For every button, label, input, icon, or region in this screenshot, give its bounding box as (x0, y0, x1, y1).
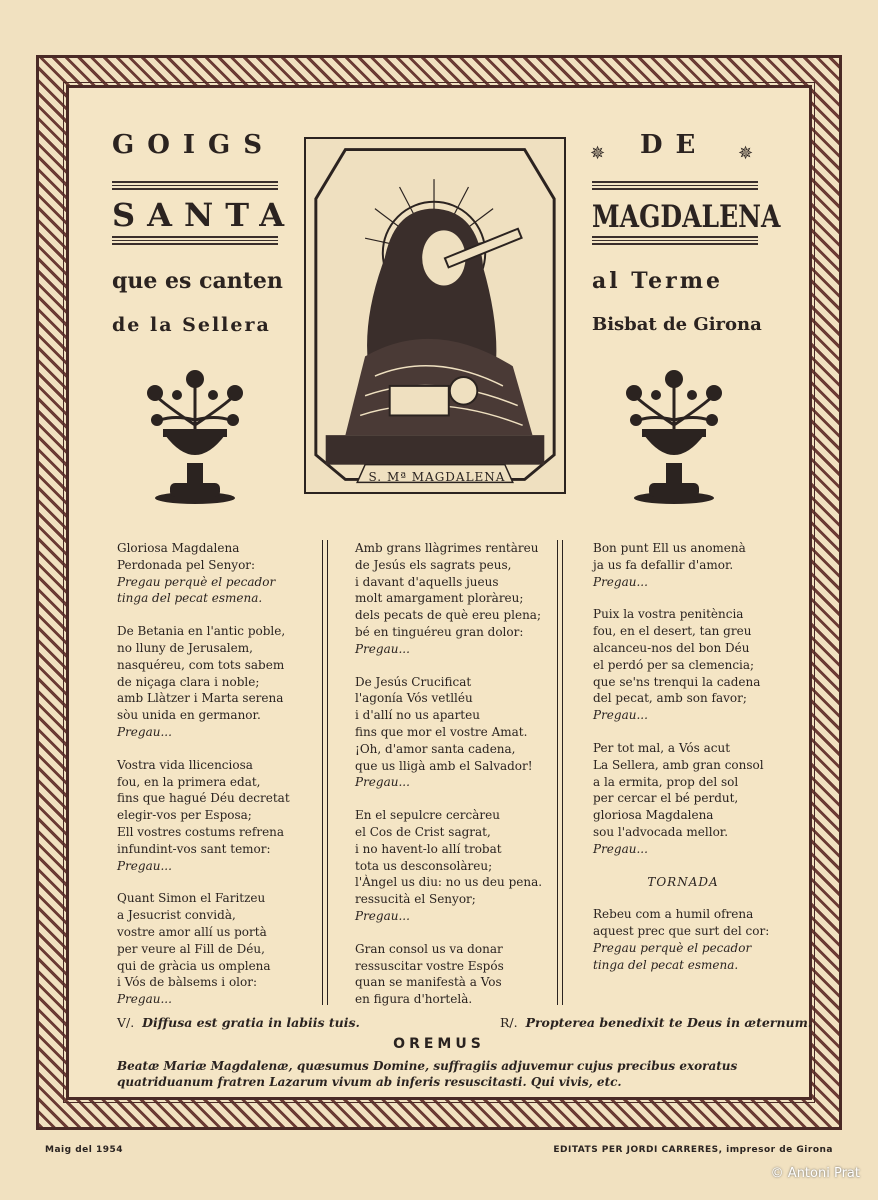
verse-column-3 (593, 540, 773, 974)
verse-line: de niçaga clara i noble; (117, 674, 260, 689)
response-mark: R/. (500, 1015, 518, 1030)
verse-line: Pregau... (355, 641, 410, 656)
response-text: Propterea benedixit te Deus in æternum. (525, 1015, 813, 1030)
verse-line: fins que hagué Déu decretat (117, 791, 290, 806)
verse-line: En el sepulcre cercàreu (355, 808, 500, 823)
verse-line: a Jesucrist convidà, (117, 908, 236, 923)
star-icon: ✵ (738, 143, 754, 164)
versicle-text: Diffusa est gratia in labiis tuis. (142, 1015, 360, 1030)
stanza-gap (117, 741, 317, 757)
footer-date: Maig del 1954 (45, 1145, 124, 1155)
verse-line: Pregau perquè el pecador (117, 574, 276, 589)
subtitle-que-es-canten: que es canten (112, 268, 283, 294)
verse-line: De Jesús Crucificat (355, 674, 472, 689)
verse-line: en figura d'hortelà. (355, 992, 473, 1007)
verse-line: tinga del pecat esmena. (117, 591, 263, 606)
verse-line: Gran consol us va donar (355, 941, 503, 956)
flower-vase-icon (135, 365, 255, 505)
verse-line: Pregau perquè el pecador (593, 940, 752, 955)
title-rule (112, 236, 278, 245)
verse-heading: TORNADA (647, 874, 719, 889)
verse-line: i d'allí no us aparteu (355, 708, 480, 723)
verse-line: nasquéreu, com tots sabem (117, 657, 285, 672)
verse-line: ¡Oh, d'amor santa cadena, (355, 741, 516, 756)
stanza-gap (593, 724, 773, 740)
verse-line: amb Llàtzer i Marta serena (117, 691, 284, 706)
verse-line: Pregau... (593, 574, 648, 589)
verse-line: que us lligà amb el Salvador! (355, 758, 533, 773)
verse-line: Puix la vostra penitència (593, 607, 744, 622)
closing-prayer: Beatæ Mariæ Magdalenæ, quæsumus Domine, suffragiis adjuvemur cujus precibus exoratus quatriduanum fratren Lazarum vivum ab inferis resuscitasti. Qui vivis, etc. (117, 1059, 738, 1089)
woodcut-caption: S. Mª MAGDALENA (368, 470, 506, 484)
response (500, 1015, 812, 1030)
verse-line: i Vós de bàlsems i olor: (117, 975, 258, 990)
subtitle-bisbat: Bisbat de Girona (592, 314, 762, 335)
stanza-gap (117, 607, 317, 623)
verse-line: que se'ns trenqui la cadena (593, 674, 761, 689)
verse-line: aquest prec que surt del cor: (593, 924, 770, 939)
subtitle-de-la-sellera: de la Sellera (112, 314, 271, 336)
verse-column-2 (355, 540, 555, 1008)
verse-line: Rebeu com a humil ofrena (593, 907, 754, 922)
title-magdalena: MAGDALENA (592, 198, 781, 235)
verse-line: Bon punt Ell us anomenà (593, 541, 746, 555)
title-de: DE (640, 130, 709, 160)
verse-line: sou l'advocada mellor. (593, 824, 729, 839)
verse-line: La Sellera, amb gran consol (593, 757, 764, 772)
title-goigs: GOIGS (112, 130, 275, 160)
verse-line: a la ermita, prop del sol (593, 774, 739, 789)
verse-line: fins que mor el vostre Amat. (355, 724, 528, 739)
column-divider (557, 540, 563, 1005)
verse-line: Pregau... (117, 858, 172, 873)
verse-line: Pregau... (355, 775, 410, 790)
stanza-gap (355, 925, 555, 941)
star-icon: ✵ (590, 143, 606, 164)
verse-line: per veure al Fill de Déu, (117, 941, 265, 956)
verse-column-1 (117, 540, 317, 1008)
verse-line: sòu unida en germanor. (117, 708, 261, 723)
versicle-mark: V/. (117, 1015, 135, 1030)
copyright-watermark: © Antoni Prat (770, 1166, 860, 1181)
verse-line: Perdonada pel Senyor: (117, 557, 256, 572)
verse-line: dels pecats de què ereu plena; (355, 608, 541, 623)
title-rule (592, 236, 758, 245)
versicle (117, 1015, 360, 1030)
verse-line: del pecat, amb son favor; (593, 691, 747, 706)
subtitle-al-terme: al Terme (592, 268, 723, 294)
verse-line: tota us desconsolàreu; (355, 858, 493, 873)
verse-line: gloriosa Magdalena (593, 808, 714, 823)
verse-line: no lluny de Jerusalem, (117, 640, 253, 655)
verse-line: molt amargament ploràreu; (355, 591, 524, 606)
saint-woodcut-image (304, 137, 566, 494)
verse-line: Per tot mal, a Vós acut (593, 740, 731, 755)
verse-line: Ell vostres costums refrena (117, 824, 285, 839)
verse-line: el perdó per sa clemencia; (593, 657, 755, 672)
verse-line: l'Àngel us diu: no us deu pena. (355, 875, 543, 890)
stanza-gap (593, 858, 773, 874)
footer-printer: EDITATS PER JORDI CARRERES, impresor de Girona (553, 1145, 833, 1155)
verse-line: Pregau... (117, 992, 172, 1007)
verse-line: per cercar el bé perdut, (593, 791, 739, 806)
verse-line: infundint-vos sant temor: (117, 841, 271, 856)
verse-line: ja us fa defallir d'amor. (593, 557, 734, 572)
verse-line: Amb grans llàgrimes rentàreu (355, 541, 539, 555)
verse-line: Quant Simon el Faritzeu (117, 891, 266, 906)
verse-line: l'agonía Vós vetlléu (355, 691, 473, 706)
stanza-gap (355, 791, 555, 807)
verse-line: elegir-vos per Esposa; (117, 808, 252, 823)
stanza-gap (593, 590, 773, 606)
verse-line: de Jesús els sagrats peus, (355, 557, 512, 572)
verse-line: ressucità el Senyor; (355, 892, 476, 907)
verse-line: bé en tinguéreu gran dolor: (355, 624, 524, 639)
verse-line: Pregau... (593, 708, 648, 723)
verse-line: Pregau... (117, 724, 172, 739)
verse-line: Gloriosa Magdalena (117, 541, 240, 555)
verse-line: alcanceu-nos del bon Déu (593, 640, 750, 655)
title-rule (112, 181, 278, 190)
verse-line: vostre amor allí us portà (117, 924, 267, 939)
verse-line: Pregau... (355, 908, 410, 923)
column-divider (322, 540, 328, 1005)
verse-line: el Cos de Crist sagrat, (355, 824, 491, 839)
stanza-gap (593, 890, 773, 906)
verse-line: Pregau... (593, 841, 648, 856)
verse-line: quan se manifestà a Vos (355, 975, 502, 990)
verse-line: tinga del pecat esmena. (593, 957, 739, 972)
stanza-gap (117, 874, 317, 890)
title-santa: SANTA (112, 196, 297, 234)
verse-line: i no havent-lo allí trobat (355, 841, 502, 856)
oremus-heading: OREMUS (393, 1036, 485, 1052)
verse-line: ressuscitar vostre Espós (355, 958, 504, 973)
verse-line: qui de gràcia us omplena (117, 958, 271, 973)
verse-line: i davant d'aquells jueus (355, 574, 499, 589)
title-rule (592, 181, 758, 190)
verse-line: fou, en la primera edat, (117, 774, 261, 789)
flower-vase-icon (614, 365, 734, 505)
verse-line: De Betania en l'antic poble, (117, 624, 286, 639)
verse-line: fou, en el desert, tan greu (593, 624, 752, 639)
verse-line: Vostra vida llicenciosa (117, 757, 253, 772)
stanza-gap (355, 658, 555, 674)
